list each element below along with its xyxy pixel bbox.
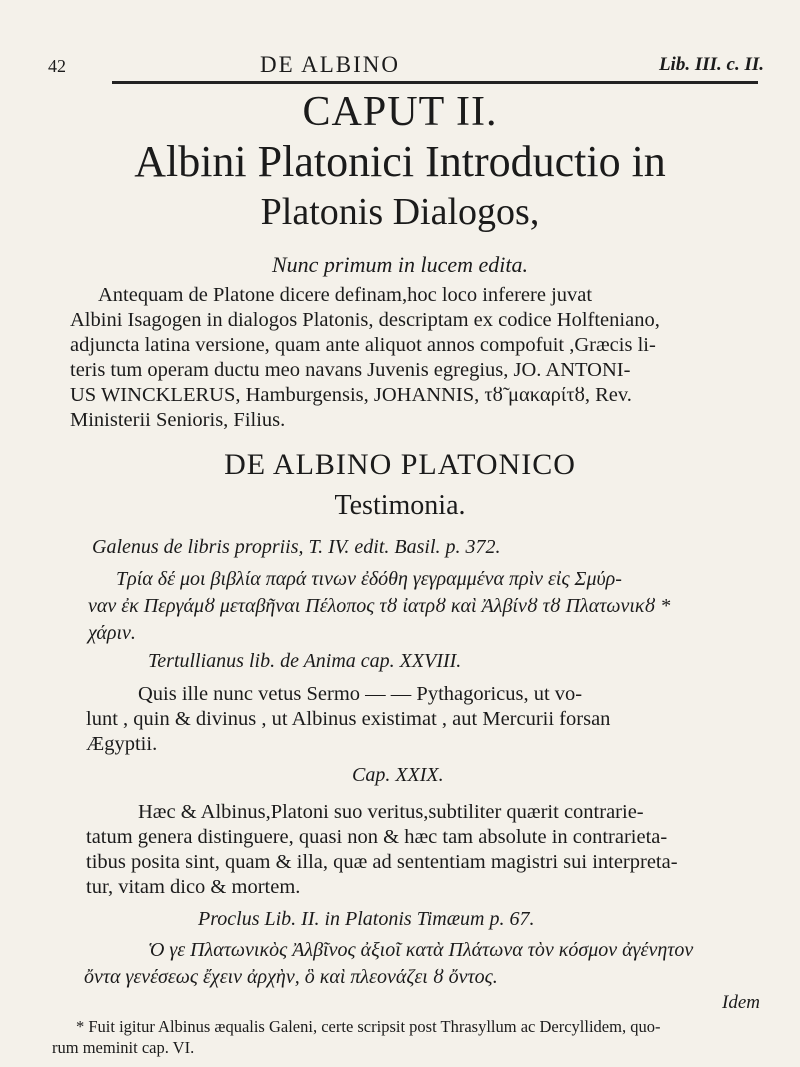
header-rule bbox=[112, 81, 758, 84]
quote-line: tur, vitam dico & mortem. bbox=[86, 876, 301, 898]
tertullian-quote bbox=[86, 682, 776, 757]
citation-galenus: Galenus de libris propriis, T. IV. edit. Basil. p. 372. bbox=[92, 536, 501, 558]
greek-line: χάριν. bbox=[88, 622, 136, 644]
quote-line: Quis ille nunc vetus Sermo — — Pythagoricus, ut vo- bbox=[138, 683, 583, 705]
footnote-line: * Fuit igitur Albinus æqualis Galeni, certe scripsit post Thrasyllum ac Dercyllidem, quo- bbox=[76, 1017, 661, 1036]
intro-line: adjuncta latina versione, quam ante aliquot annos compofuit ,Græcis li- bbox=[70, 334, 656, 356]
greek-quote-proclus bbox=[84, 937, 774, 991]
chapter-subtitle: Nunc primum in lucem edita. bbox=[271, 252, 529, 277]
section-subtitle: Testimonia. bbox=[334, 490, 466, 521]
chapter-title-line-1: Albini Platonici Introductio in bbox=[134, 137, 666, 186]
idem-label: Idem bbox=[722, 992, 760, 1013]
book-reference: Lib. III. c. II. bbox=[658, 54, 764, 75]
section-title: DE ALBINO PLATONICO bbox=[224, 448, 576, 481]
tertullian-cap-quote bbox=[86, 800, 776, 900]
quote-line: tatum genera distinguere, quasi non & hæc tam absolute in contrarieta- bbox=[86, 826, 668, 848]
intro-paragraph bbox=[70, 283, 766, 433]
greek-line: Ὁ γε Πλατωνικὸς Ἀλβῖνος ἀξιοῖ κατὰ Πλάτωνα τὸν κόσμον ἀγένητον bbox=[148, 939, 694, 961]
citation-tertullianus: Tertullianus lib. de Anima cap. XXVIII. bbox=[148, 650, 462, 672]
intro-line: US WINCKLERUS, Hamburgensis, JOHANNIS, τȣ̃ μακαρίτȣ, Rev. bbox=[70, 384, 632, 406]
page-number: 42 bbox=[48, 56, 66, 76]
intro-line: teris tum operam ductu meo navans Juvenis egregius, JO. ANTONI- bbox=[70, 359, 631, 381]
chapter-title-line-2: Platonis Dialogos, bbox=[260, 191, 540, 233]
citation-proclus: Proclus Lib. II. in Platonis Timæum p. 67. bbox=[198, 908, 535, 930]
chapter-number: CAPUT II. bbox=[302, 89, 498, 135]
quote-line: tibus posita sint, quam & illa, quæ ad sententiam magistri sui interpreta- bbox=[86, 851, 678, 873]
intro-line: Antequam de Platone dicere definam,hoc loco inferere juvat bbox=[98, 284, 593, 306]
footnote bbox=[52, 1016, 772, 1058]
intro-line: Albini Isagogen in dialogos Platonis, descriptam ex codice Holfteniano, bbox=[70, 309, 660, 331]
intro-line: Ministerii Senioris, Filius. bbox=[70, 409, 286, 431]
footnote-line: rum meminit cap. VI. bbox=[52, 1038, 195, 1057]
quote-line: lunt , quin & divinus , ut Albinus existimat , aut Mercurii forsan bbox=[86, 708, 611, 730]
greek-quote-galenus bbox=[88, 566, 768, 647]
quote-line: Hæc & Albinus,Platoni suo veritus,subtiliter quærit contrarie- bbox=[138, 801, 644, 823]
greek-line: Τρία δέ μοι βιβλία παρά τινων ἐδόθη γεγραμμένα πρὶν εἰς Σμύρ- bbox=[116, 568, 622, 590]
greek-line: ὄντα γενέσεως ἔχειν ἀρχὴν, ὃ καὶ πλεονάζει ȣ ὄντος. bbox=[84, 966, 498, 988]
greek-line: ναν ἐκ Περγάμȣ μεταβῆναι Πέλοπος τȣ ἰατρȣ καὶ Ἀλβίνȣ τȣ Πλατωνικȣ * bbox=[88, 595, 671, 617]
chapter-ref: Cap. XXIX. bbox=[352, 764, 444, 786]
running-title: DE ALBINO bbox=[260, 52, 401, 77]
quote-line: Ægyptii. bbox=[86, 733, 158, 755]
